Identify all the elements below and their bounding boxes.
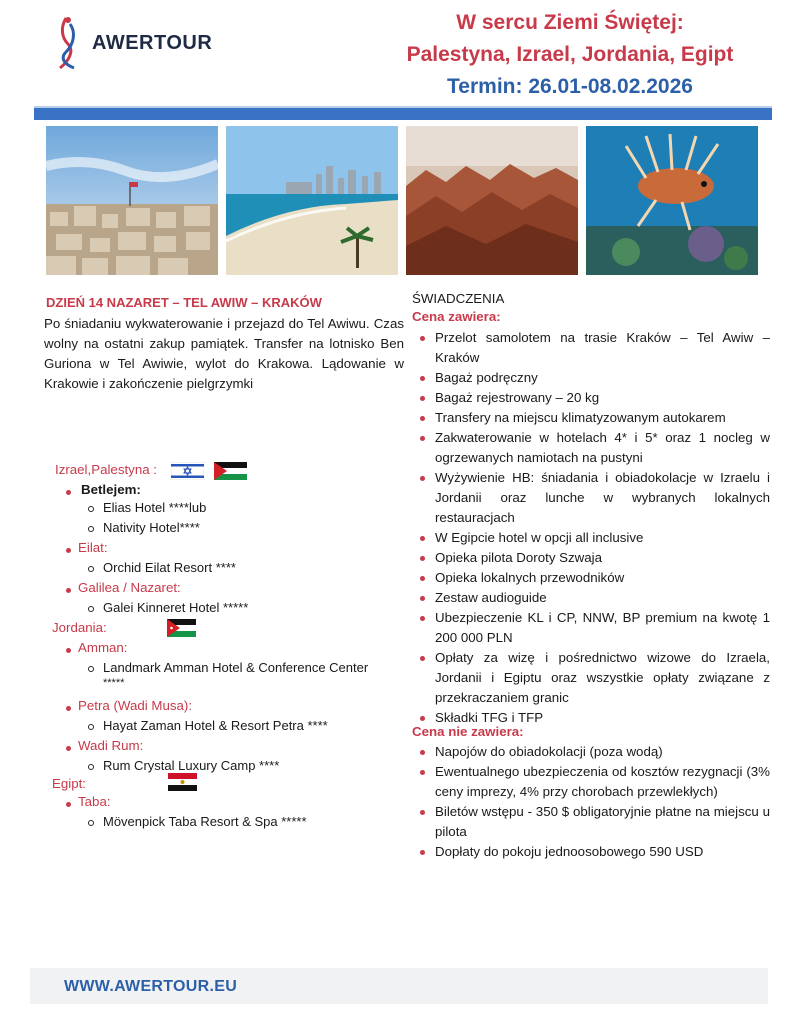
city-wadi-rum: Wadi Rum: — [78, 738, 144, 753]
photo-jerusalem — [46, 126, 218, 275]
list-item: Dopłaty do pokoju jednoosobowego 590 USD — [412, 842, 770, 862]
country-israel-label: Izrael,Palestyna : — [55, 462, 157, 477]
header-divider — [34, 106, 772, 120]
bullet-icon — [420, 476, 425, 481]
included-list — [412, 328, 770, 728]
circle-bullet-icon — [88, 724, 94, 730]
excluded-list — [412, 742, 770, 862]
circle-bullet-icon — [88, 606, 94, 612]
city-taba: Taba: — [78, 794, 111, 809]
list-item: Bagaż podręczny — [412, 368, 770, 388]
logo-figure-icon — [44, 14, 90, 72]
city-eilat: Eilat: — [78, 540, 108, 555]
photo-petra-desert — [406, 126, 578, 275]
bullet-icon — [420, 656, 425, 661]
city-petra: Petra (Wadi Musa): — [78, 698, 193, 713]
list-item: Składki TFG i TFP — [412, 708, 770, 728]
circle-bullet-icon — [88, 526, 94, 532]
excluded-label: Cena nie zawiera: — [412, 724, 524, 739]
services-title: ŚWIADCZENIA — [412, 291, 505, 306]
bullet-icon — [66, 706, 71, 711]
list-item: Napojów do obiadokolacji (poza wodą) — [412, 742, 770, 762]
title-dates: Termin: 26.01-08.02.2026 — [447, 75, 693, 98]
bullet-icon — [420, 416, 425, 421]
bullet-icon — [66, 746, 71, 751]
page-title — [390, 8, 750, 102]
bullet-icon — [66, 648, 71, 653]
footer — [30, 968, 768, 1004]
list-item: Opieka pilota Doroty Szwaja — [412, 548, 770, 568]
list-item: Ewentualnego ubezpieczenia od kosztów rezygnacji (3% ceny imprezy, 4% przy chorobach przewlekłych) — [412, 762, 770, 802]
bullet-icon — [420, 716, 425, 721]
title-line-2: Palestyna, Izrael, Jordania, Egipt — [406, 43, 734, 66]
logo-text: AWERTOUR — [92, 32, 213, 54]
bullet-icon — [420, 336, 425, 341]
country-jordan-label: Jordania: — [52, 620, 107, 635]
hotel-galei-kinneret: Galei Kinneret Hotel ***** — [103, 600, 249, 615]
bullet-icon — [420, 576, 425, 581]
bullet-icon — [420, 436, 425, 441]
list-item: Zakwaterowanie w hotelach 4* i 5* oraz 1 nocleg w ogrzewanych namiotach na pustyni — [412, 428, 770, 468]
bullet-icon — [66, 802, 71, 807]
bullet-icon — [420, 556, 425, 561]
hotel-orchid-eilat: Orchid Eilat Resort **** — [103, 560, 236, 575]
bullet-icon — [66, 588, 71, 593]
list-item: Przelot samolotem na trasie Kraków – Tel Awiw – Kraków — [412, 328, 770, 368]
list-item: Wyżywienie HB: śniadania i obiadokolacje w Izraelu i Jordanii oraz lunche w wybranych lokalnych restauracjach — [412, 468, 770, 528]
hotel-rum-crystal: Rum Crystal Luxury Camp **** — [103, 758, 280, 773]
city-betlejem: Betlejem: — [81, 482, 141, 497]
palestine-flag-icon — [214, 462, 247, 480]
list-item: Opłaty za wizę i pośrednictwo wizowe do Izraela, Jordanii i Egiptu oraz wszystkie opłaty związane z przekraczaniem granic — [412, 648, 770, 708]
awertour-logo — [44, 14, 214, 72]
city-galilea: Galilea / Nazaret: — [78, 580, 181, 595]
bullet-icon — [420, 376, 425, 381]
hotel-movenpick-taba: Mövenpick Taba Resort & Spa ***** — [103, 814, 307, 829]
country-egypt-label: Egipt: — [52, 776, 87, 791]
israel-flag-icon — [171, 462, 204, 480]
hotel-hayat-zaman: Hayat Zaman Hotel & Resort Petra **** — [103, 718, 328, 733]
jordan-flag-icon — [167, 619, 196, 637]
circle-bullet-icon — [88, 506, 94, 512]
list-item: Transfery na miejscu klimatyzowanym autokarem — [412, 408, 770, 428]
day-title: DZIEŃ 14 NAZARET – TEL AWIW – KRAKÓW — [46, 295, 322, 310]
bullet-icon — [420, 810, 425, 815]
list-item: Ubezpieczenie KL i CP, NNW, BP premium na kwotę 1 200 000 PLN — [412, 608, 770, 648]
hotel-landmark-amman: Landmark Amman Hotel & Conference Center — [103, 660, 369, 675]
included-label: Cena zawiera: — [412, 309, 501, 324]
photo-tel-aviv-beach — [226, 126, 398, 275]
title-line-1: W sercu Ziemi Świętej: — [456, 11, 684, 34]
circle-bullet-icon — [88, 566, 94, 572]
circle-bullet-icon — [88, 666, 94, 672]
bullet-icon — [66, 548, 71, 553]
website-link[interactable]: WWW.AWERTOUR.EU — [64, 978, 238, 995]
bullet-icon — [420, 770, 425, 775]
list-item: Bagaż rejestrowany – 20 kg — [412, 388, 770, 408]
city-amman: Amman: — [78, 640, 128, 655]
photo-red-sea-fish — [586, 126, 758, 275]
bullet-icon — [420, 396, 425, 401]
hotel-nativity: Nativity Hotel**** — [103, 520, 200, 535]
hotel-elias: Elias Hotel ****lub — [103, 500, 207, 515]
list-item: W Egipcie hotel w opcji all inclusive — [412, 528, 770, 548]
bullet-icon — [420, 750, 425, 755]
day-description: Po śniadaniu wykwaterowanie i przejazd do Tel Awiwu. Czas wolny na ostatni zakup pamiątek. Transfer na lotnisko Ben Guriona w Tel Awiwie, wylot do Krakowa. Lądowanie w Krakowie i zakończenie pielgrzymki — [44, 316, 404, 391]
hotel-landmark-stars: ***** — [103, 677, 125, 689]
bullet-icon — [420, 850, 425, 855]
list-item: Zestaw audioguide — [412, 588, 770, 608]
egypt-flag-icon — [168, 773, 197, 791]
bullet-icon — [420, 596, 425, 601]
list-item: Biletów wstępu - 350 $ obligatoryjnie płatne na miejscu u pilota — [412, 802, 770, 842]
circle-bullet-icon — [88, 820, 94, 826]
circle-bullet-icon — [88, 764, 94, 770]
bullet-icon — [66, 490, 71, 495]
list-item: Opieka lokalnych przewodników — [412, 568, 770, 588]
bullet-icon — [420, 616, 425, 621]
bullet-icon — [420, 536, 425, 541]
